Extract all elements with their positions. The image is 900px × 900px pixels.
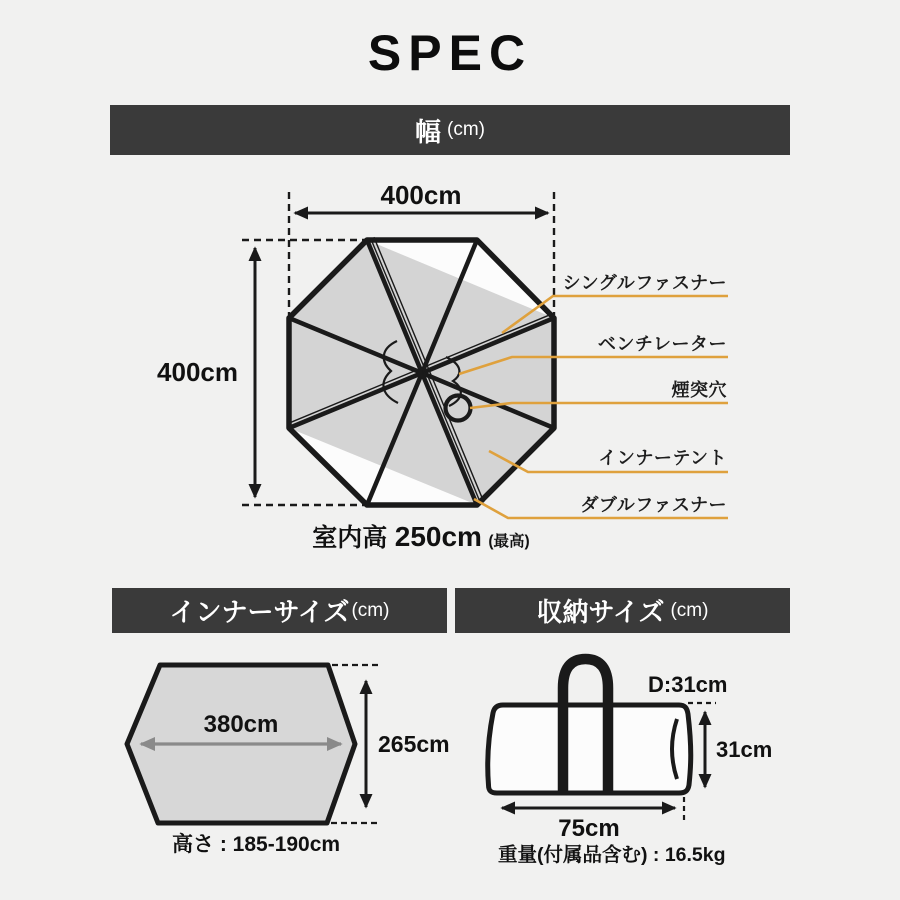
- callout-label-chimney-hole: 煙突穴: [671, 380, 727, 400]
- inner-height-label: 265cm: [378, 731, 450, 757]
- inner-size-diagram: [108, 650, 453, 865]
- interior-height-note: [312, 521, 529, 552]
- storage-width-label: 75cm: [558, 815, 620, 842]
- callout-label-double-fastener: ダブルファスナー: [580, 495, 727, 515]
- width-diagram: [110, 175, 790, 560]
- storage-depth-label: D:31cm: [648, 672, 728, 697]
- section-header-inner-size: [112, 588, 447, 633]
- inner-width-label: 380cm: [203, 711, 279, 738]
- inner-header-unit: (cm): [351, 599, 390, 621]
- width-header-title: 幅: [415, 116, 442, 147]
- storage-header-unit: (cm): [670, 599, 709, 621]
- interior-height-prefix: 室内高: [312, 524, 388, 552]
- carry-bag-body: [488, 705, 691, 793]
- storage-weight-note: 重量(付属品含む) : 16.5kg: [498, 844, 726, 866]
- storage-height-label: 31cm: [716, 737, 773, 762]
- section-header-storage-size: [455, 588, 790, 633]
- section-header-width: [110, 105, 790, 155]
- storage-size-diagram: [455, 640, 790, 875]
- page-title: SPEC: [367, 25, 533, 81]
- inner-header-title: インナーサイズ: [169, 597, 350, 627]
- callout-label-single-fastener: シングルファスナー: [562, 273, 727, 293]
- callout-label-inner-tent: インナーテント: [598, 448, 727, 468]
- width-header-unit: (cm): [447, 119, 485, 140]
- height-dim-label: 400cm: [157, 357, 238, 387]
- width-dim-label: 400cm: [380, 180, 462, 210]
- storage-header-title: 収納サイズ: [536, 597, 665, 627]
- callout-label-ventilator: ベンチレーター: [597, 334, 727, 354]
- interior-height-value: 250cm: [394, 521, 482, 552]
- inner-height-note: 高さ : 185-190cm: [172, 833, 341, 856]
- interior-height-max-note: (最高): [488, 533, 530, 550]
